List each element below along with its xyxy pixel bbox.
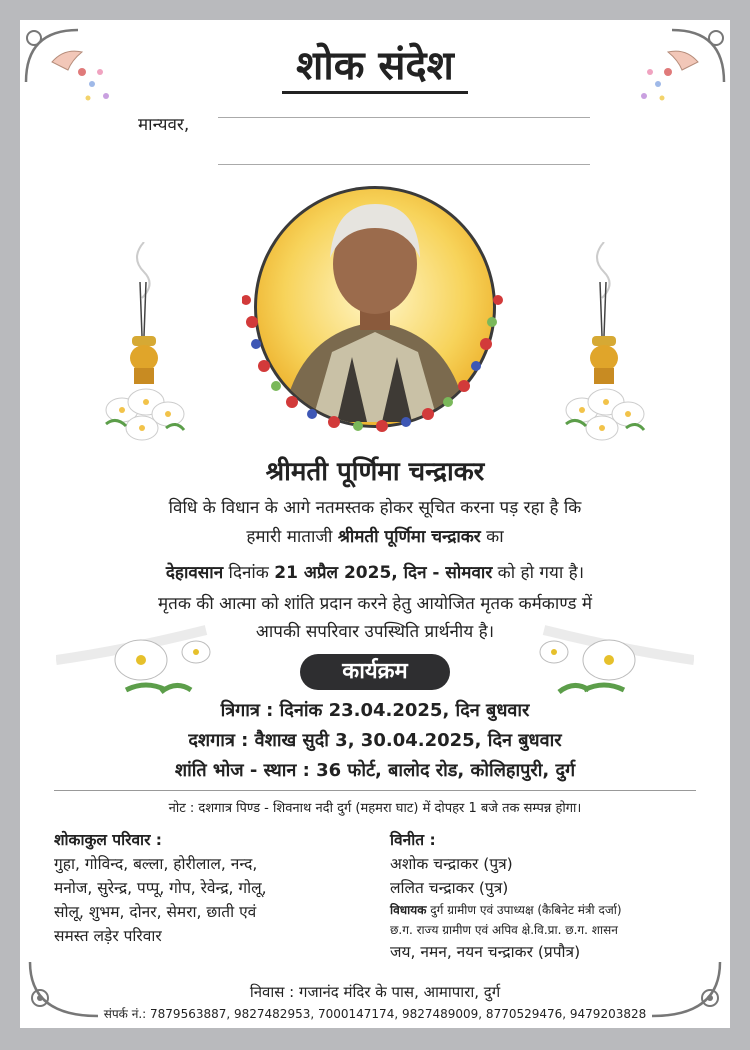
- contact-numbers: संपर्क नं.: 7879563887, 9827482953, 7000147174, 9827489009, 8770529476, 9479203828: [103, 1007, 647, 1021]
- message-line-2: [60, 523, 690, 552]
- vineet-designation-rest: दुर्ग ग्रामीण एवं उपाध्यक्ष (कैबिनेट मंत्री दर्जा): [426, 903, 622, 917]
- message-line-4: मृतक की आत्मा को शांति प्रदान करने हेतु आयोजित मृतक कर्मकाण्ड में: [157, 594, 593, 614]
- program-item-shanti-bhoj: शांति भोज - स्थान : 36 फोर्ट, बालोद रोड, कोलिहापुरी, दुर्ग: [174, 760, 576, 781]
- flower-decoration-left: [56, 620, 246, 710]
- vineet-line: छ.ग. राज्य ग्रामीण एवं अपिव क्षे.वि.प्रा. छ.ग. शासन: [390, 923, 618, 937]
- program-item-trigatra: त्रिगात्र : दिनांक 23.04.2025, दिन बुधवार: [220, 700, 530, 721]
- program-badge: कार्यक्रम: [300, 654, 450, 690]
- addressee-line-2: [218, 164, 590, 165]
- family-line: सोलू, शुभम, दोनर, सेमरा, छाती एवं: [54, 903, 257, 921]
- message-text: का: [480, 527, 504, 547]
- message-text: देहावसान: [165, 563, 224, 583]
- incense-lamp-left: [96, 242, 192, 456]
- message-text: हमारी माताजी: [246, 527, 338, 547]
- message-text: दिनांक: [223, 563, 275, 583]
- incense-lamp-right: [556, 242, 652, 456]
- program-item-dashgatra: दशगात्र : वैशाख सुदी 3, 30.04.2025, दिन बुधवार: [188, 730, 562, 751]
- message-date: 21 अप्रैल 2025, दिन - सोमवार: [274, 563, 493, 583]
- program-note: नोट : दशगात्र पिण्ड - शिवनाथ नदी दुर्ग (महमरा घाट) में दोपहर 1 बजे तक सम्पन्न होगा।: [168, 801, 582, 816]
- portrait-photo: [242, 182, 508, 448]
- salutation-label: मान्यवर,: [138, 115, 190, 135]
- family-heading: शोकाकुल परिवार :: [54, 831, 163, 849]
- message-line-1: विधि के विधान के आगे नतमस्तक होकर सूचित करना पड़ रहा है कि: [168, 498, 582, 518]
- family-line: मनोज, सुरेन्द्र, पप्पू, गोप, रेवेन्द्र, गोलू,: [54, 879, 267, 897]
- deceased-name: श्रीमती पूर्णिमा चन्द्राकर: [265, 457, 485, 487]
- addressee-line-1: [218, 117, 590, 118]
- vineet-section: [390, 828, 720, 964]
- flower-decoration-right: [504, 620, 694, 710]
- message-line-3: [60, 559, 690, 588]
- vineet-designation: [390, 900, 720, 920]
- page-title: शोक संदेश: [0, 36, 750, 91]
- vineet-designation-title: विधायक: [390, 903, 427, 917]
- message-line-5: आपकी सपरिवार उपस्थिति प्रार्थनीय है।: [255, 622, 495, 642]
- vineet-line: जय, नमन, नयन चन्द्राकर (प्रपौत्र): [390, 943, 581, 961]
- residence-address: निवास : गजानंद मंदिर के पास, आमापारा, दुर्ग: [249, 983, 501, 1001]
- divider: [54, 790, 696, 791]
- vineet-heading: विनीत :: [390, 831, 436, 849]
- message-name: श्रीमती पूर्णिमा चन्द्राकर: [337, 527, 481, 547]
- vineet-line: ललित चन्द्राकर (पुत्र): [390, 879, 509, 897]
- message-text: को हो गया है।: [492, 563, 585, 583]
- family-section: [54, 828, 384, 948]
- vineet-line: अशोक चन्द्राकर (पुत्र): [390, 855, 513, 873]
- family-line: समस्त लड़ेर परिवार: [54, 927, 162, 945]
- family-line: गुहा, गोविन्द, बल्ला, होरीलाल, नन्द,: [54, 855, 258, 873]
